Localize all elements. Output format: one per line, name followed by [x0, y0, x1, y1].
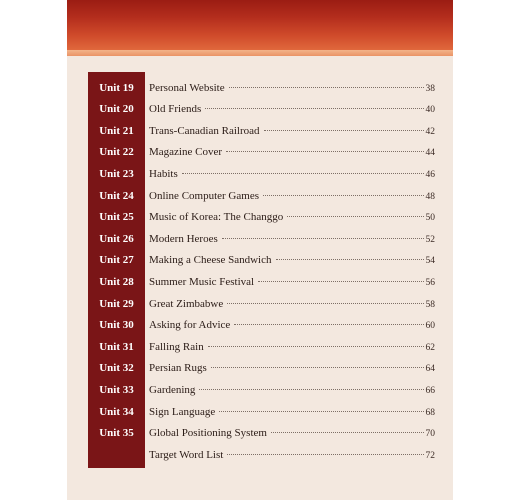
unit-title: Trans-Canadian Railroad: [149, 124, 260, 137]
unit-title: Modern Heroes: [149, 232, 218, 245]
unit-number: Unit 28: [99, 275, 134, 288]
page-number: 50: [425, 213, 435, 224]
dot-leader: [287, 216, 423, 217]
toc-entry-text: [149, 229, 435, 251]
toc-entry-text: [149, 186, 435, 208]
unit-title: Falling Rain: [149, 340, 204, 353]
toc-entry-text: [149, 164, 435, 186]
dot-leader: [258, 281, 423, 282]
dot-leader: [264, 130, 424, 131]
dot-leader: [205, 108, 423, 109]
toc-entry-text: [149, 272, 435, 294]
unit-number: Unit 29: [99, 297, 134, 310]
toc-entry[interactable]: [67, 315, 453, 337]
unit-number: Unit 31: [99, 340, 134, 353]
page-number: 58: [425, 299, 435, 310]
unit-number: Unit 35: [99, 427, 134, 440]
toc-entry-text: [149, 142, 435, 164]
unit-title: Great Zimbabwe: [149, 297, 224, 310]
unit-number: Unit 25: [99, 211, 134, 224]
unit-title: Habits: [149, 167, 178, 180]
unit-number: Unit 24: [99, 189, 134, 202]
toc-entry-text: [149, 358, 435, 380]
page-number: 54: [425, 256, 435, 267]
toc-entry-text: [149, 423, 435, 445]
toc-entry-text: [149, 250, 435, 272]
page-number: 44: [425, 148, 435, 159]
dot-leader: [222, 238, 424, 239]
unit-number: Unit 23: [99, 167, 134, 180]
toc-entry[interactable]: [67, 186, 453, 208]
dot-leader: [226, 151, 424, 152]
unit-number: Unit 22: [99, 146, 134, 159]
dot-leader: [227, 454, 423, 455]
unit-number: Unit 30: [99, 319, 134, 332]
page-number: 72: [425, 450, 435, 461]
dot-leader: [182, 173, 424, 174]
page-number: 62: [425, 342, 435, 353]
unit-number: Unit 34: [99, 405, 134, 418]
page-number: 70: [425, 429, 435, 440]
unit-title: Personal Website: [149, 81, 225, 94]
unit-title: Online Computer Games: [149, 189, 259, 202]
unit-title: Old Friends: [149, 103, 202, 116]
unit-title: Persian Rugs: [149, 362, 207, 375]
unit-title: Sign Language: [149, 405, 216, 418]
unit-title: Magazine Cover: [149, 146, 222, 159]
toc-entry[interactable]: [67, 121, 453, 143]
page-number: 48: [425, 191, 435, 202]
unit-title: Making a Cheese Sandwich: [149, 254, 272, 267]
toc-entry-text: [149, 337, 435, 359]
unit-title: Music of Korea: The Changgo: [149, 211, 284, 224]
toc-entry[interactable]: [67, 250, 453, 272]
dot-leader: [208, 346, 424, 347]
dot-leader: [199, 389, 423, 390]
header-accent-stripe: [67, 50, 453, 56]
unit-number: Unit 32: [99, 362, 134, 375]
toc-entry[interactable]: [67, 142, 453, 164]
page-number: 60: [425, 321, 435, 332]
toc-entry-text: [149, 380, 435, 402]
dot-leader: [271, 432, 424, 433]
dot-leader: [211, 367, 424, 368]
toc-entry[interactable]: [67, 272, 453, 294]
page-number: 64: [425, 364, 435, 375]
toc-entry[interactable]: [67, 164, 453, 186]
unit-number: Unit 19: [99, 81, 134, 94]
dot-leader: [227, 303, 423, 304]
toc-entry[interactable]: [67, 445, 453, 467]
unit-number: Unit 33: [99, 383, 134, 396]
page-number: 40: [425, 105, 435, 116]
dot-leader: [229, 87, 424, 88]
unit-title: Target Word List: [149, 448, 224, 461]
unit-number: Unit 20: [99, 103, 134, 116]
toc-entry-text: [149, 78, 435, 100]
unit-title: Gardening: [149, 383, 196, 396]
page-number: 68: [425, 407, 435, 418]
unit-title: Global Positioning System: [149, 427, 267, 440]
dot-leader: [276, 259, 424, 260]
contents-page: [67, 0, 453, 500]
toc-entry-text: [149, 121, 435, 143]
page-number: 38: [425, 83, 435, 94]
toc-entry-text: [149, 99, 435, 121]
toc-entry[interactable]: [67, 337, 453, 359]
page-number: 42: [425, 126, 435, 137]
unit-title: Summer Music Festival: [149, 275, 255, 288]
page-number: 46: [425, 169, 435, 180]
toc-entry[interactable]: [67, 99, 453, 121]
dot-leader: [219, 411, 423, 412]
unit-title: Asking for Advice: [149, 319, 231, 332]
toc-entry[interactable]: [67, 294, 453, 316]
page-number: 56: [425, 277, 435, 288]
toc-entry-text: [149, 315, 435, 337]
unit-number: Unit 26: [99, 232, 134, 245]
toc-entry[interactable]: [67, 78, 453, 100]
toc-entry-text: [149, 402, 435, 424]
page-number: 52: [425, 234, 435, 245]
toc-entry[interactable]: [67, 229, 453, 251]
toc-entry[interactable]: [67, 380, 453, 402]
toc-entry[interactable]: [67, 423, 453, 445]
dot-leader: [234, 324, 423, 325]
toc-entry[interactable]: [67, 402, 453, 424]
page-number: 66: [425, 385, 435, 396]
toc-entry-text: [149, 294, 435, 316]
toc-entry-text: [149, 207, 435, 229]
unit-number: Unit 27: [99, 254, 134, 267]
dot-leader: [263, 195, 424, 196]
unit-number: Unit 21: [99, 124, 134, 137]
toc-entry[interactable]: [67, 358, 453, 380]
toc-entry[interactable]: [67, 207, 453, 229]
header-banner: [67, 0, 453, 50]
toc-entry-text: [149, 445, 435, 467]
unit-number: [88, 445, 145, 467]
